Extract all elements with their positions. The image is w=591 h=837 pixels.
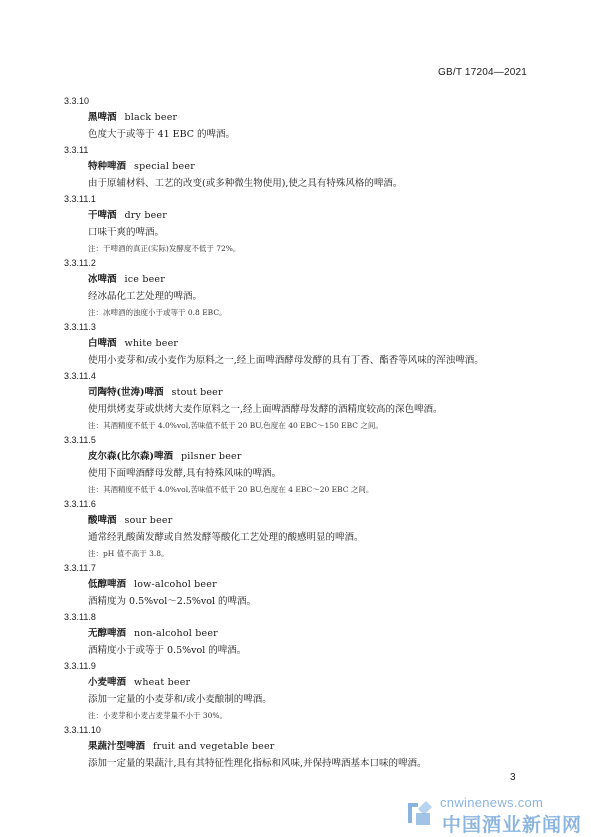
term-entry: [64, 433, 534, 497]
term-heading: [88, 158, 534, 175]
term-definition: 色度大于或等于 41 EBC 的啤酒。: [88, 129, 236, 140]
term-en: sour beer: [124, 515, 173, 526]
term-entry: [64, 94, 534, 143]
term-definition: 通常经乳酸菌发酵或自然发酵等酸化工艺处理的酸感明显的啤酒。: [88, 532, 364, 543]
term-heading: [88, 512, 534, 529]
term-note: 注：冰啤酒的浊度小于或等于 0.8 EBC。: [88, 308, 227, 317]
term-zh: 特种啤酒: [88, 161, 127, 172]
term-zh: 干啤酒: [88, 210, 117, 221]
term-zh: 司陶特(世涛)啤酒: [88, 387, 164, 398]
term-entry: [64, 610, 534, 659]
term-en: non-alcohol beer: [134, 628, 218, 639]
term-entry: [64, 369, 534, 433]
term-heading: [88, 109, 534, 126]
term-note: 注：小麦芽和小麦占麦芽量不小于 30%。: [88, 711, 228, 720]
term-zh: 黑啤酒: [88, 112, 117, 123]
watermark-site-name: 中国酒业新闻网: [442, 814, 583, 836]
term-definition: 使用小麦芽和/或小麦作为原料之一,经上面啤酒酵母发酵的具有丁香、酯香等风味的浑浊啤酒。: [88, 355, 484, 366]
clause-number: 3.3.11: [64, 145, 89, 155]
term-definition: 添加一定量的果蔬汁,具有其特征性理化指标和风味,并保持啤酒基本口味的啤酒。: [88, 758, 427, 769]
standard-code: GB/T 17204—2021: [438, 67, 527, 78]
term-entry: [64, 659, 534, 723]
logo-icon: [404, 797, 436, 829]
term-entry: [64, 256, 534, 320]
term-entry: [64, 561, 534, 610]
site-watermark: [404, 795, 584, 836]
clause-number: 3.3.10: [64, 96, 90, 106]
term-en: wheat beer: [134, 677, 191, 688]
term-definition: 经冰晶化工艺处理的啤酒。: [88, 291, 203, 302]
clause-number: 3.3.11.7: [64, 563, 96, 573]
clause-number: 3.3.11.1: [64, 194, 96, 204]
term-note: 注：pH 值不高于 3.8。: [88, 549, 169, 558]
term-definition: 酒精度小于或等于 0.5%vol 的啤酒。: [88, 645, 247, 656]
term-zh: 低醇啤酒: [88, 579, 127, 590]
clause-number: 3.3.11.5: [64, 435, 96, 445]
term-note: 注：干啤酒的真正(实际)发酵度不低于 72%。: [88, 244, 241, 253]
term-entries: [64, 94, 534, 772]
term-en: white beer: [124, 338, 179, 349]
term-heading: [88, 738, 534, 755]
watermark-url: cnwinenews.com: [440, 795, 544, 810]
term-heading: [88, 448, 534, 465]
clause-number: 3.3.11.2: [64, 258, 96, 268]
term-zh: 果蔬汁型啤酒: [88, 741, 146, 752]
term-heading: [88, 384, 534, 401]
term-note: 注：其酒精度不低于 4.0%vol,苦味值不低于 20 BU,色度在 4 EBC～20 EBC 之间。: [88, 485, 374, 494]
clause-number: 3.3.11.9: [64, 661, 96, 671]
term-zh: 白啤酒: [88, 338, 117, 349]
term-zh: 小麦啤酒: [88, 677, 127, 688]
term-heading: [88, 674, 534, 691]
term-en: black beer: [124, 112, 178, 123]
term-en: stout beer: [171, 387, 223, 398]
clause-number: 3.3.11.6: [64, 499, 96, 509]
term-note: 注：其酒精度不低于 4.0%vol,苦味值不低于 20 BU,色度在 40 EBC～150 EBC 之间。: [88, 421, 383, 430]
term-entry: [64, 497, 534, 561]
term-definition: 使用烘烤麦芽或烘烤大麦作原料之一,经上面啤酒酵母发酵的酒精度较高的深色啤酒。: [88, 404, 443, 415]
term-en: pilsner beer: [181, 451, 242, 462]
term-en: low-alcohol beer: [134, 579, 217, 590]
term-zh: 皮尔森(比尔森)啤酒: [88, 451, 173, 462]
clause-number: 3.3.11.10: [64, 725, 101, 735]
term-en: special beer: [134, 161, 195, 172]
term-en: dry beer: [124, 210, 167, 221]
term-heading: [88, 207, 534, 224]
term-entry: [64, 192, 534, 256]
clause-number: 3.3.11.8: [64, 612, 96, 622]
term-definition: 酒精度为 0.5%vol～2.5%vol 的啤酒。: [88, 596, 257, 607]
term-entry: [64, 320, 534, 369]
clause-number: 3.3.11.3: [64, 322, 96, 332]
term-entry: [64, 723, 534, 772]
term-en: fruit and vegetable beer: [153, 741, 275, 752]
term-zh: 酸啤酒: [88, 515, 117, 526]
term-heading: [88, 576, 534, 593]
term-heading: [88, 625, 534, 642]
term-heading: [88, 335, 534, 352]
term-definition: 使用下面啤酒酵母发酵,具有特殊风味的啤酒。: [88, 468, 282, 479]
term-en: ice beer: [124, 274, 165, 285]
term-heading: [88, 271, 534, 288]
term-definition: 添加一定量的小麦芽和/或小麦酿制的啤酒。: [88, 694, 272, 705]
term-zh: 冰啤酒: [88, 274, 117, 285]
term-entry: [64, 143, 534, 192]
term-zh: 无醇啤酒: [88, 628, 127, 639]
clause-number: 3.3.11.4: [64, 371, 96, 381]
page-number: 3: [510, 772, 516, 783]
term-definition: 由于原辅材料、工艺的改变(或多种微生物使用),使之具有特殊风格的啤酒。: [88, 178, 403, 189]
term-definition: 口味干爽的啤酒。: [88, 227, 165, 238]
